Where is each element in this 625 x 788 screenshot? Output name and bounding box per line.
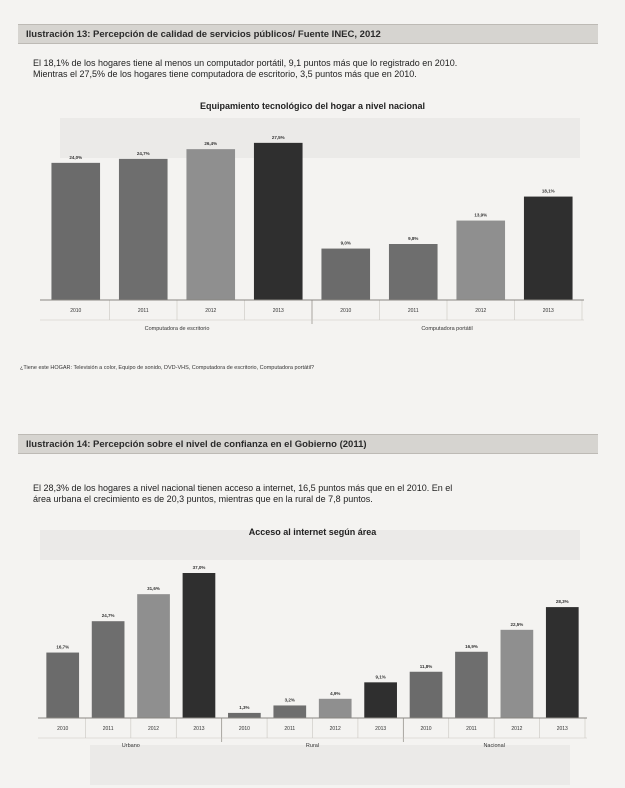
- section1-paragraph-line1: El 18,1% de los hogares tiene al menos un computador portátil, 9,1 puntos más que lo registrado en 2010.: [33, 58, 458, 68]
- bar-value-label: 9,8%: [408, 236, 419, 241]
- bar-value-label: 13,9%: [474, 212, 488, 218]
- bar-value-label: 37,0%: [192, 565, 206, 570]
- bar-computadora-portátil-2011: [389, 244, 438, 300]
- section2-paragraph-line2: área urbana el crecimiento es de 20,3 puntos, mientras que en la rural de 7,8 puntos.: [33, 494, 373, 504]
- bar-computadora-portátil-2012: [456, 221, 505, 300]
- bar-rural-2013: [364, 682, 397, 718]
- x-group-label: Rural: [305, 743, 320, 749]
- bar-value-label: 22,5%: [510, 621, 524, 627]
- bar-computadora-de-escritorio-2013: [254, 143, 303, 300]
- bar-value-label: 28,3%: [555, 599, 569, 605]
- bar-urbano-2013: [183, 573, 216, 718]
- bar-value-label: 4,9%: [330, 690, 341, 696]
- bar-value-label: 26,4%: [204, 141, 218, 147]
- bar-value-label: 24,7%: [101, 613, 115, 619]
- section2-paragraph-line1: El 28,3% de los hogares a nivel nacional tienen acceso a internet, 16,5 puntos más que en el 2010. En el: [33, 483, 453, 493]
- section1-header: Ilustración 13: Percepción de calidad de servicios públicos/ Fuente INEC, 2012: [18, 24, 598, 44]
- x-tick-label: 2011: [284, 726, 296, 732]
- bar-value-label: 1,3%: [239, 704, 250, 710]
- x-tick-label: 2011: [407, 308, 419, 314]
- chart2-svg: [0, 555, 625, 760]
- section1-paragraph: [33, 58, 603, 80]
- bar-value-label: 27,5%: [271, 134, 285, 140]
- x-tick-label: 2013: [542, 308, 554, 314]
- chart1-title: Equipamiento tecnológico del hogar a nivel nacional: [199, 101, 426, 111]
- x-tick-label: 2010: [420, 726, 432, 732]
- bar-value-label: 16,9%: [465, 643, 478, 649]
- bar-nacional-2013: [546, 607, 579, 718]
- bar-value-label: 18,1%: [541, 188, 555, 194]
- x-tick-label: 2010: [340, 308, 352, 314]
- bar-value-label: 31,6%: [147, 586, 160, 592]
- bar-computadora-portátil-2013: [524, 197, 573, 300]
- x-tick-label: 2013: [272, 308, 284, 314]
- bar-value-label: 9,0%: [340, 240, 351, 246]
- bar-value-label: 11,8%: [419, 663, 433, 669]
- x-tick-label: 2010: [57, 726, 69, 732]
- x-tick-label: 2012: [147, 726, 160, 732]
- x-group-label: Nacional: [483, 743, 505, 749]
- x-tick-label: 2010: [70, 308, 82, 314]
- bar-computadora-de-escritorio-2010: [51, 163, 100, 300]
- x-tick-label: 2010: [238, 726, 250, 732]
- x-tick-label: 2013: [556, 726, 568, 732]
- x-group-label: Computadora de escritorio: [144, 326, 210, 332]
- x-tick-label: 2013: [193, 726, 205, 732]
- bar-nacional-2010: [410, 672, 443, 718]
- bar-nacional-2011: [455, 652, 488, 718]
- bar-computadora-de-escritorio-2012: [186, 149, 235, 300]
- x-tick-label: 2012: [475, 308, 487, 314]
- x-group-label: Computadora portátil: [421, 326, 473, 332]
- bar-computadora-portátil-2010: [321, 249, 370, 300]
- x-tick-label: 2011: [102, 726, 114, 732]
- bar-value-label: 16,7%: [56, 644, 70, 650]
- bar-nacional-2012: [501, 630, 534, 718]
- bar-urbano-2011: [92, 621, 125, 718]
- section2-paragraph: [33, 483, 603, 505]
- x-tick-label: 2011: [137, 308, 149, 314]
- bar-value-label: 3,2%: [284, 697, 295, 703]
- bar-rural-2012: [319, 699, 352, 718]
- bar-value-label: 24,7%: [136, 150, 150, 156]
- section2-header: Ilustración 14: Percepción sobre el nivel de confianza en el Gobierno (2011): [18, 434, 598, 454]
- chart1-svg: [0, 120, 625, 342]
- bar-value-label: 24,0%: [69, 154, 83, 160]
- bar-rural-2011: [273, 705, 306, 718]
- x-group-label: Urbano: [121, 743, 140, 749]
- bar-rural-2010: [228, 713, 261, 718]
- bar-computadora-de-escritorio-2011: [119, 159, 168, 300]
- bar-urbano-2012: [137, 594, 170, 718]
- x-tick-label: 2013: [375, 726, 387, 732]
- chart2-title: Acceso al internet según área: [248, 527, 377, 537]
- section1-footnote: ¿Tiene este HOGAR: Televisión a color, Equipo de sonido, DVD-VHS, Computadora de escritorio, Computadora portátil?: [20, 365, 315, 371]
- bar-value-label: 9,1%: [375, 674, 386, 680]
- bar-urbano-2010: [46, 653, 79, 718]
- x-tick-label: 2012: [205, 308, 217, 314]
- x-tick-label: 2011: [466, 726, 477, 732]
- x-tick-label: 2012: [511, 726, 523, 732]
- section1-paragraph-line2: Mientras el 27,5% de los hogares tiene computadora de escritorio, 3,5 puntos más que en 2010.: [33, 69, 417, 79]
- x-tick-label: 2012: [329, 726, 341, 732]
